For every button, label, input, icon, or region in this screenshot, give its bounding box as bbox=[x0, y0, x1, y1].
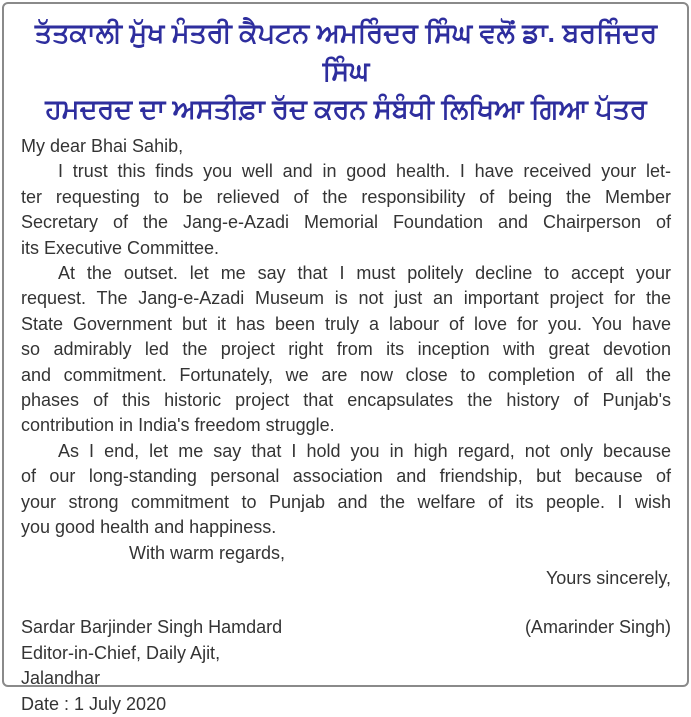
letter-line: ter requesting to be relieved of the responsibility of being the Member bbox=[21, 186, 671, 207]
signature-row bbox=[21, 615, 671, 640]
signature-city: Jalandhar bbox=[21, 668, 101, 689]
signature-block bbox=[21, 615, 671, 717]
letter-line: phases of this historic project that encapsulates the history of Punjab's bbox=[21, 390, 671, 411]
letter-line: your strong commitment to Punjab and the welfare of its people. I wish bbox=[21, 491, 671, 512]
letter-line: request. The Jang-e-Azadi Museum is not just an important project for the bbox=[21, 288, 671, 309]
letter-line: Secretary of the Jang-e-Azadi Memorial Foundation and Chairperson of bbox=[21, 212, 671, 233]
letter-line: At the outset. let me say that I must politely decline to accept your bbox=[58, 263, 671, 284]
signature-name-left: Sardar Barjinder Singh Hamdard bbox=[21, 617, 283, 638]
letter-line: and commitment. Fortunately, we are now close to completion of all the bbox=[21, 364, 671, 385]
header-title-line1: ਤੱਤਕਾਲੀ ਮੁੱਖ ਮੰਤਰੀ ਕੈਪਟਨ ਅਮਰਿੰਦਰ ਸਿੰਘ ਵਲੋਂ ਡਾ. ਬਰਜਿੰਦਰ ਸਿੰਘ bbox=[34, 18, 658, 86]
signature-date: Date : 1 July 2020 bbox=[21, 693, 167, 714]
letter-line: so admirably led the project right from its inception with great devotion bbox=[21, 339, 671, 360]
letter-line: you good health and happiness. bbox=[21, 517, 277, 538]
letter-line: its Executive Committee. bbox=[21, 237, 220, 258]
letter-body-lines bbox=[21, 159, 671, 540]
letter-line: As I end, let me say that I hold you in high regard, not only because bbox=[58, 440, 671, 461]
letter-sheet bbox=[2, 2, 689, 714]
regards-line: With warm regards, bbox=[129, 542, 286, 563]
letter-body bbox=[21, 134, 671, 717]
letter-line: State Government but it has been truly a labour of love for you. You have bbox=[21, 313, 671, 334]
letter-line: contribution in India's freedom struggle. bbox=[21, 415, 335, 436]
letter-line: I trust this finds you well and in good health. I have received your let- bbox=[58, 161, 671, 182]
signature-name-right: (Amarinder Singh) bbox=[524, 617, 671, 638]
header-title-line2: ਹਮਦਰਦ ਦਾ ਅਸਤੀਫ਼ਾ ਰੱਦ ਕਰਨ ਸੰਬੰਧੀ ਲਿਖਿਆ ਗਿਆ ਪੱਤਰ bbox=[45, 94, 647, 124]
salutation: My dear Bhai Sahib, bbox=[21, 136, 184, 156]
closing-line: Yours sincerely, bbox=[545, 567, 671, 588]
signature-role: Editor-in-Chief, Daily Ajit, bbox=[21, 642, 221, 663]
header-title bbox=[21, 14, 671, 128]
letter-line: of our long-standing personal association and friendship, but because of bbox=[21, 466, 671, 487]
